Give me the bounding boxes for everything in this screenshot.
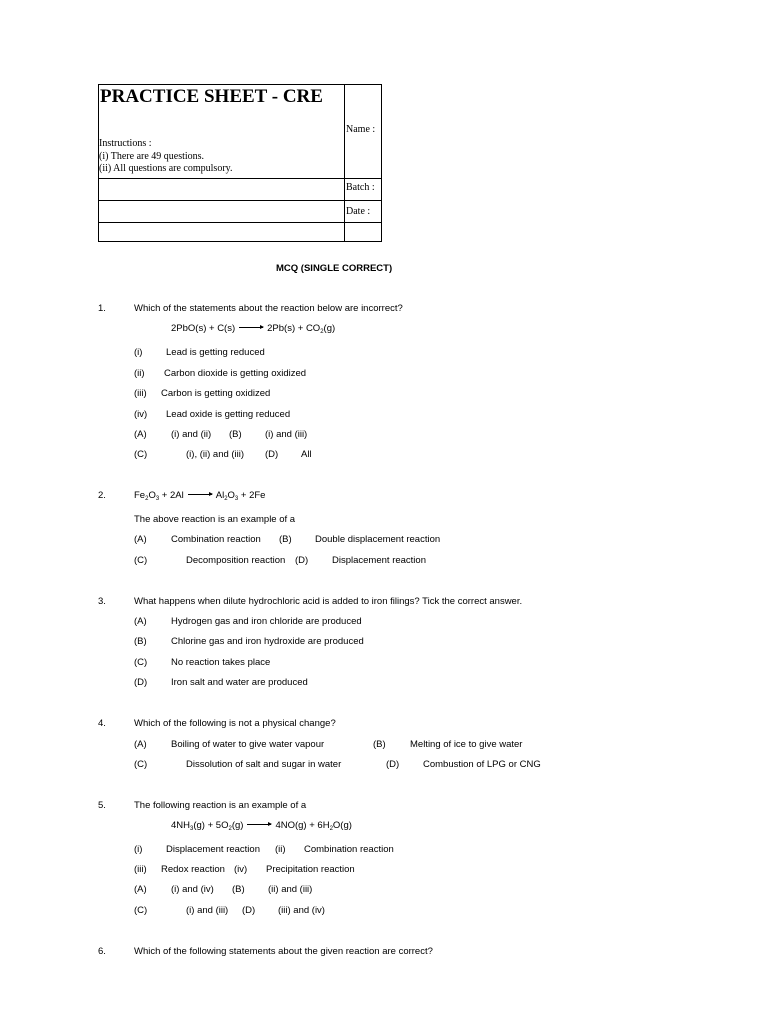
q2-option-c-text: Decomposition reaction (186, 555, 286, 566)
q5-option-d-label: (D) (242, 905, 256, 916)
q6-number: 6. (98, 946, 106, 957)
reaction-arrow-icon (247, 824, 271, 825)
q5-statement-label: (ii) (275, 844, 286, 855)
q3-text: What happens when dilute hydrochloric acid is added to iron filings? Tick the correct answer. (134, 596, 523, 607)
reaction-arrow-icon (239, 327, 263, 328)
q1-option-a-label: (A) (134, 429, 147, 440)
q5-statement-text: Displacement reaction (166, 844, 260, 855)
q1-text: Which of the statements about the reaction below are incorrect? (134, 303, 403, 314)
q4-option-b-text: Melting of ice to give water (410, 739, 523, 750)
q1-equation: 2PbO(s) + C(s) $2Pb(s) + CO_2(g)$ (171, 323, 336, 335)
q1-statement-label: (i) (134, 347, 143, 358)
q1-option-b-text: (i) and (iii) (265, 429, 308, 440)
q1-statement-label: (iii) (134, 388, 147, 399)
q5-statement-text: Combination reaction (304, 844, 394, 855)
q1-statement-text: Lead is getting reduced (166, 347, 265, 358)
name-label: Name : (346, 124, 376, 135)
q1-statement-label: (ii) (134, 368, 145, 379)
q5-option-b-text: (ii) and (iii) (268, 884, 313, 895)
q2-option-a-text: Combination reaction (171, 534, 261, 545)
q1-option-c-label: (C) (134, 449, 148, 460)
q1-statement-text: Carbon dioxide is getting oxidized (164, 368, 307, 379)
q5-statement-text: Precipitation reaction (266, 864, 355, 875)
q6-text: Which of the following statements about the given reaction are correct? (134, 946, 433, 957)
instruction-1: (i) There are 49 questions. (99, 151, 205, 162)
q4-option-c-text: Dissolution of salt and sugar in water (186, 759, 342, 770)
q5-text: The following reaction is an example of a (134, 800, 307, 811)
q3-number: 3. (98, 596, 106, 607)
q3-option-d-label: (D) (134, 677, 148, 688)
q1-statement-label: (iv) (134, 409, 148, 420)
q1-option-d-text: All (301, 449, 312, 460)
q3-option-c-text: No reaction takes place (171, 657, 271, 668)
q1-statement-text: Carbon is getting oxidized (161, 388, 271, 399)
q5-option-a-text: (i) and (iv) (171, 884, 214, 895)
q2-option-c-label: (C) (134, 555, 148, 566)
q5-statement-label: (iii) (134, 864, 147, 875)
q5-option-c-text: (i) and (iii) (186, 905, 229, 916)
q3-option-d-text: Iron salt and water are produced (171, 677, 308, 688)
q1-option-b-label: (B) (229, 429, 242, 440)
section-title: MCQ (SINGLE CORRECT) (276, 263, 393, 274)
q4-option-d-text: Combustion of LPG or CNG (423, 759, 541, 770)
instructions-label: Instructions : (99, 138, 152, 149)
q1-option-d-label: (D) (265, 449, 279, 460)
q1-option-c-text: (i), (ii) and (iii) (186, 449, 245, 460)
q2-number: 2. (98, 490, 106, 501)
q2-option-d-label: (D) (295, 555, 309, 566)
q5-statement-label: (i) (134, 844, 143, 855)
q3-option-a-label: (A) (134, 616, 147, 627)
q5-option-d-text: (iii) and (iv) (278, 905, 325, 916)
q5-equation: $4NH_3(g) + 5O_2(g) 4NO(g) + 6H_2O(g)$ (171, 820, 352, 832)
q3-option-c-label: (C) (134, 657, 148, 668)
q5-statement-text: Redox reaction (161, 864, 225, 875)
q2-option-b-text: Double displacement reaction (315, 534, 441, 545)
q4-text: Which of the following is not a physical change? (134, 718, 336, 729)
batch-label: Batch : (346, 182, 375, 193)
q5-number: 5. (98, 800, 106, 811)
q5-statement-label: (iv) (234, 864, 248, 875)
q4-option-a-label: (A) (134, 739, 147, 750)
instruction-2: (ii) All questions are compulsory. (99, 163, 233, 174)
q5-option-c-label: (C) (134, 905, 148, 916)
reaction-arrow-icon (188, 494, 212, 495)
q2-option-d-text: Displacement reaction (332, 555, 426, 566)
q2-text: The above reaction is an example of a (134, 514, 296, 525)
q1-number: 1. (98, 303, 106, 314)
q2-option-b-label: (B) (279, 534, 292, 545)
q1-option-a-text: (i) and (ii) (171, 429, 212, 440)
q4-option-a-text: Boiling of water to give water vapour (171, 739, 325, 750)
q5-option-a-label: (A) (134, 884, 147, 895)
q2-option-a-label: (A) (134, 534, 147, 545)
q4-option-b-label: (B) (373, 739, 386, 750)
date-label: Date : (346, 206, 371, 217)
q5-option-b-label: (B) (232, 884, 245, 895)
q1-statement-text: Lead oxide is getting reduced (166, 409, 291, 420)
q4-option-c-label: (C) (134, 759, 148, 770)
q4-number: 4. (98, 718, 106, 729)
q2-equation: $Fe_2O_3 + 2Al$ $Al_2O_3 + 2Fe$ (134, 490, 266, 502)
q3-option-a-text: Hydrogen gas and iron chloride are produced (171, 616, 362, 627)
q4-option-d-label: (D) (386, 759, 400, 770)
sheet-title: PRACTICE SHEET - CRE (100, 86, 323, 107)
q3-option-b-text: Chlorine gas and iron hydroxide are produced (171, 636, 364, 647)
q3-option-b-label: (B) (134, 636, 147, 647)
